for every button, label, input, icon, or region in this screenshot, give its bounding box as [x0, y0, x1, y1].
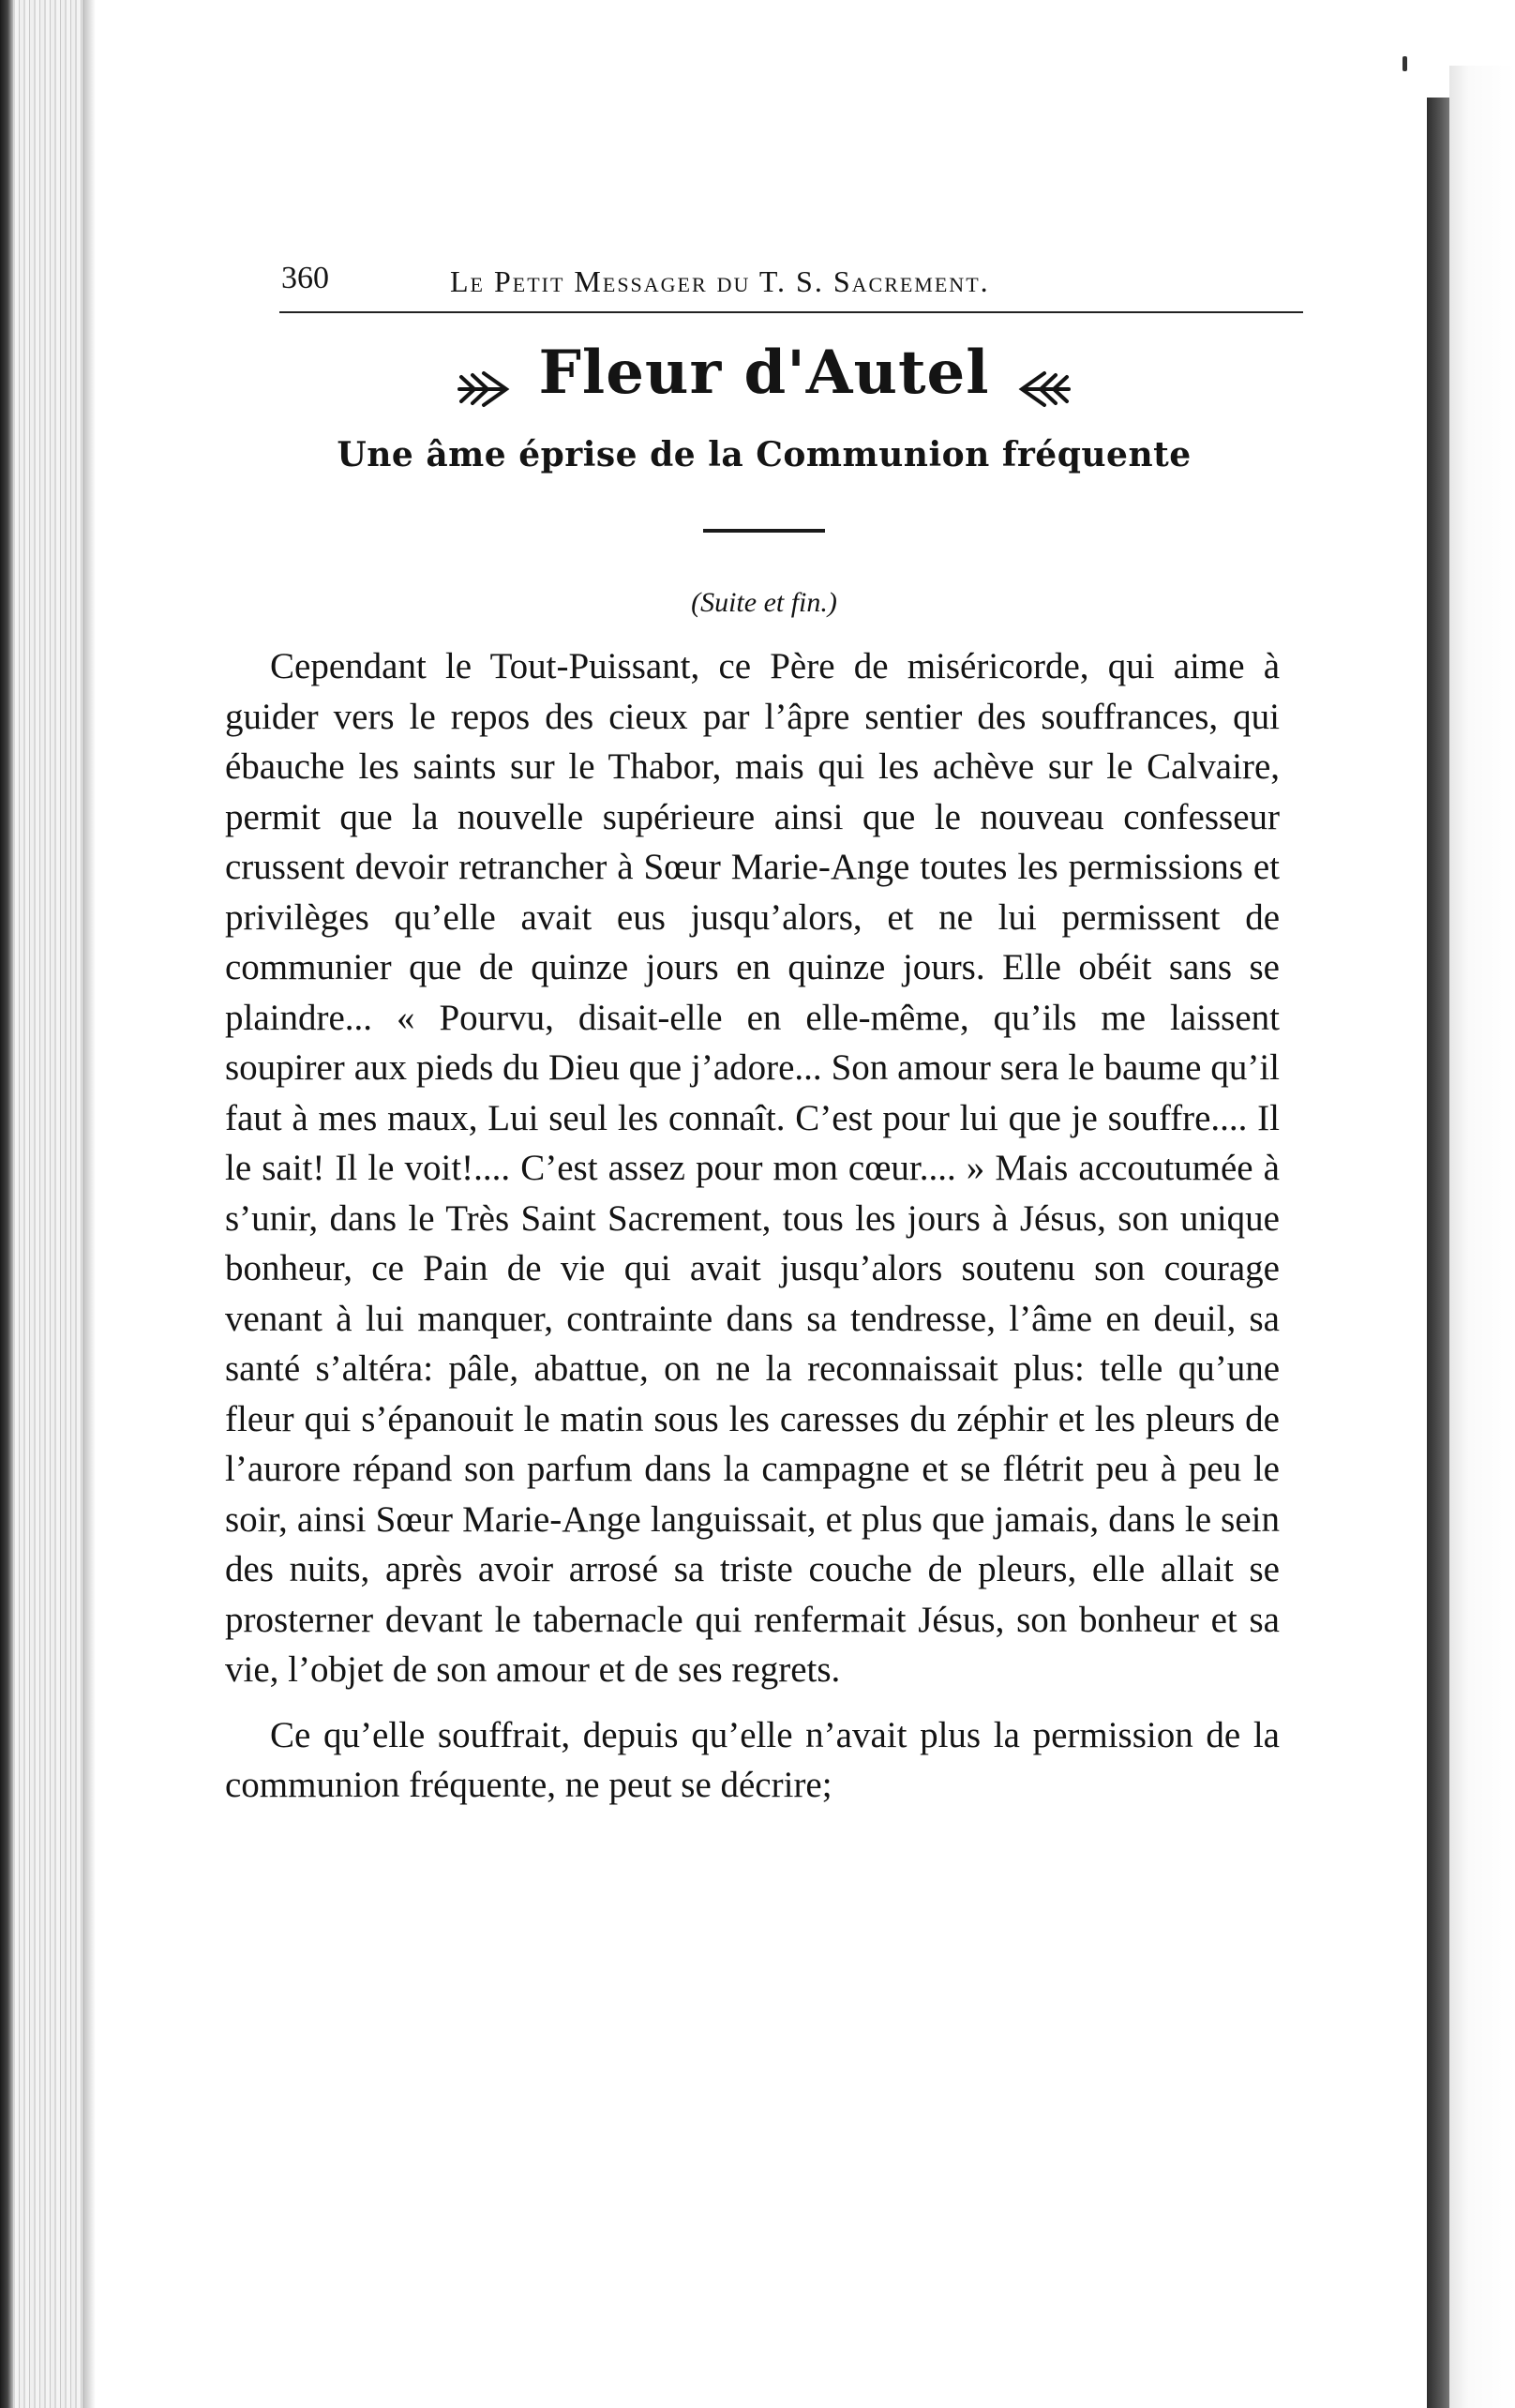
book-left-edge [0, 0, 13, 2408]
article-title: Fleur d'Autel [538, 338, 990, 408]
running-head-title: Le Petit Messager du T. S. Sacrement. [450, 264, 990, 298]
article-subtitle: Une âme éprise de la Communion fréquente [337, 435, 1192, 474]
header-rule [279, 311, 1303, 313]
page-number: 360 [281, 261, 329, 295]
arrow-right-icon [456, 368, 512, 411]
book-spine-gutter [1427, 98, 1449, 2408]
page-content [225, 244, 1303, 1811]
body-paragraph: Ce qu’elle souffrait, depuis qu’elle n’avait plus la permission de la communion fréquente, ne peut se décrire; [225, 1714, 1280, 1805]
title-divider [703, 529, 825, 533]
facing-page-edge [1449, 66, 1515, 2408]
scan-speck [1402, 56, 1407, 71]
running-header [225, 244, 1303, 319]
body-paragraph: Cependant le Tout-Puissant, ce Père de miséricorde, qui aime à guider vers le repos des cieux par l’âpre sentier des souffrances, qui ébauche les saints sur le Thabor, mais qui les achève sur le Calvaire, permit que la nouvelle supérieure ainsi que le nouveau confesseur crussent devoir retrancher à Sœur Marie-Ange toutes les permissions et privilèges qu’elle avait eus jusqu’alors, et ne lui permissent de communier que de quinze jours en quinze jours. Elle obéit sans se plaindre... « Pourvu, disait-elle en elle-même, qu’ils me laissent soupirer aux pieds du Dieu que j’adore... Son amour sera le baume qu’il faut à mes maux, Lui seul les connaît. C’est pour lui que je souffre.... Il le sait! Il le voit!.... C’est assez pour mon cœur.... » Mais accoutumée à s’unir, dans le Très Saint Sacrement, tous les jours à Jésus, son unique bonheur, ce Pain de vie qui avait jusqu’alors soutenu son courage venant à lui manquer, contrainte dans sa tendresse, l’âme en deuil, sa santé s’altéra: pâle, abattue, on ne la reconnaissait plus: telle qu’une fleur qui s’épanouit le matin sous les caresses du zéphir et les pleurs de l’aurore répand son parfum dans la campagne et se flétrit peu à peu le soir, ainsi Sœur Marie-Ange languissait, et plus que jamais, dans le sein des nuits, après avoir arrosé sa triste couche de pleurs, elle allait se prosterner devant le tabernacle qui renfermait Jésus, son bonheur et sa vie, l’objet de son amour et de ses regrets. [225, 646, 1280, 1690]
article-title-row [225, 319, 1303, 422]
continuation-note: (Suite et fin.) [691, 587, 837, 618]
page-stack-edges [13, 0, 88, 2408]
page-stack-shadow [82, 0, 96, 2408]
arrow-left-icon [1016, 368, 1072, 411]
